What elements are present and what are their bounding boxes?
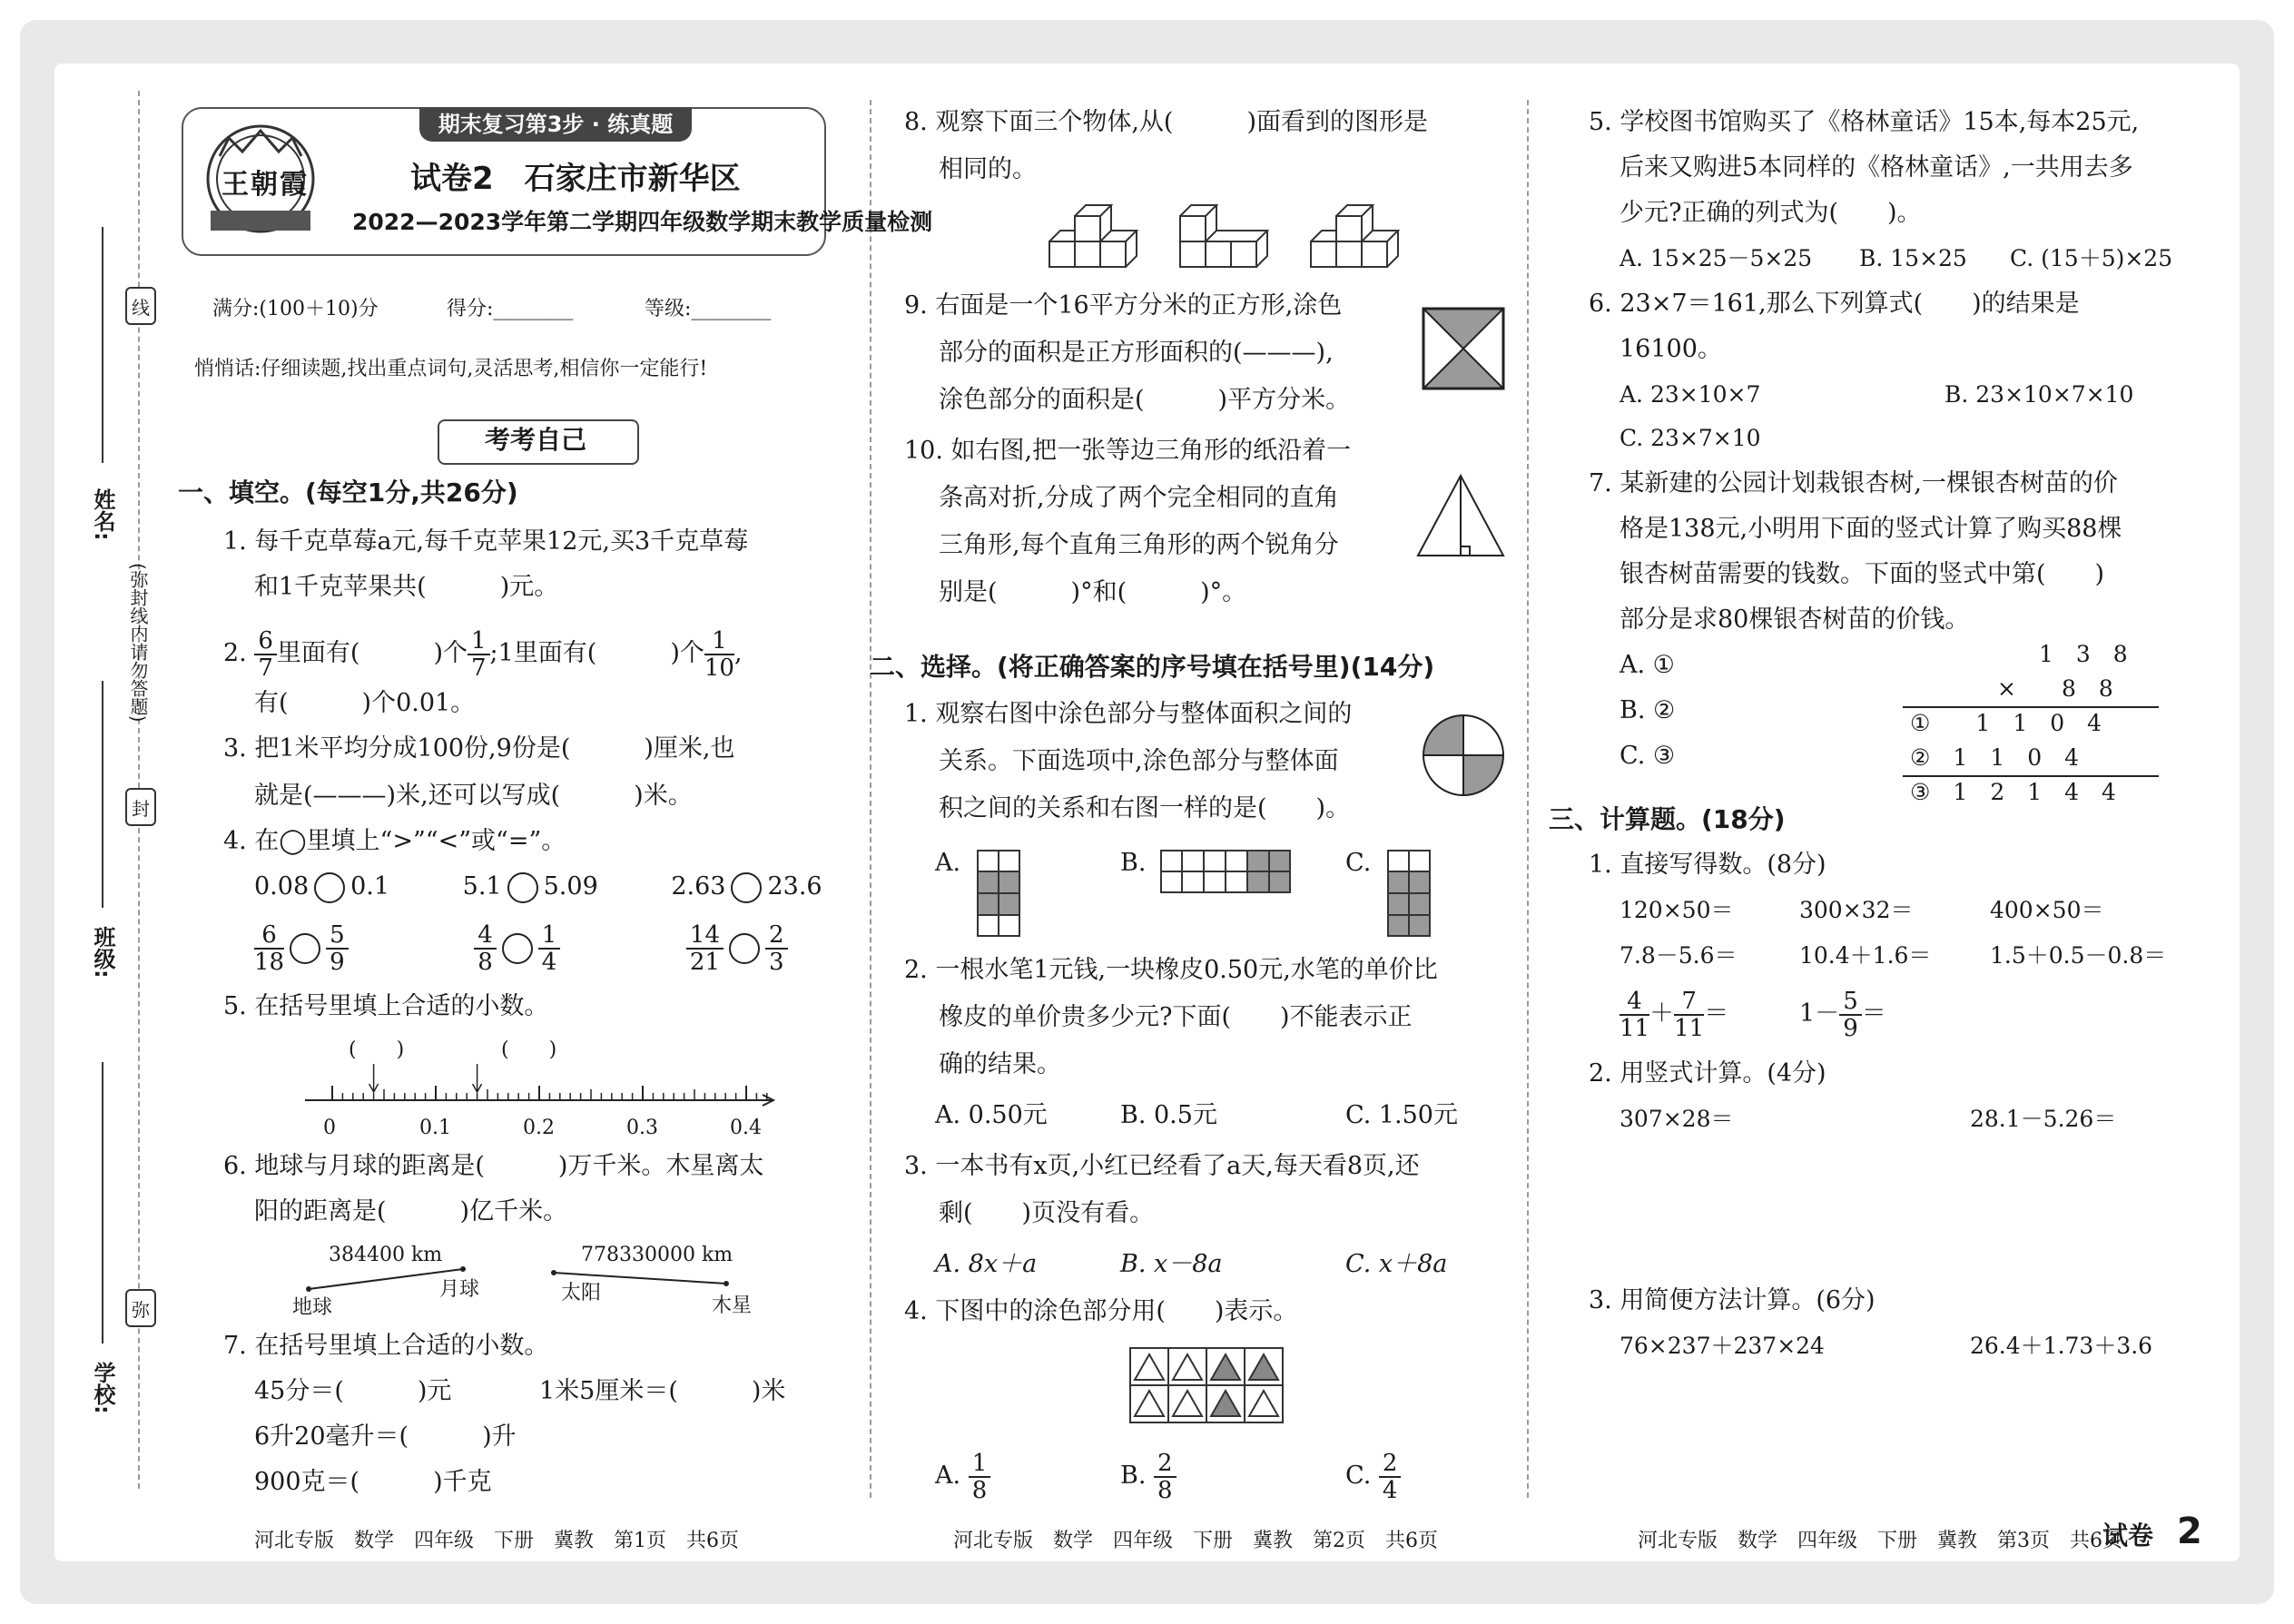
s2q3-line1: 3. 一本书有x页,小红已经看了a天,每天看8页,还	[904, 1152, 1420, 1180]
step-badge: 期末复习第3步 · 练真题	[419, 107, 692, 142]
tick-0.2: 0.2	[523, 1117, 555, 1139]
tip-text: 悄悄话:仔细读题,找出重点词句,灵活思考,相信你一定能行!	[194, 358, 708, 380]
q1-line1: 1. 每千克草莓a元,每千克苹果12元,买3千克草莓	[223, 527, 749, 556]
column-divider-2	[1527, 100, 1529, 1498]
s2q1-option-b[interactable]: B.	[1120, 849, 1147, 877]
logo-text: 王朝霞	[222, 169, 309, 201]
s2q1-option-c[interactable]: C.	[1345, 849, 1372, 877]
vertical-calc-row4: ② 1 1 0 4	[1910, 744, 2080, 771]
score-field[interactable]: 得分:________	[447, 298, 574, 320]
q4-stem: 4. 在◯里填上“>”“<”或“=”。	[223, 827, 566, 855]
s3q3-stem: 3. 用简便方法计算。(6分)	[1589, 1286, 1876, 1314]
c3q7-line4: 部分是求80棵银杏树苗的价钱。	[1620, 605, 1970, 634]
earth-label: 地球	[292, 1296, 333, 1319]
s2q4-option-c[interactable]: C. $\frac{2}{4}$	[1345, 1449, 1401, 1503]
full-score: 满分:(100＋10)分	[212, 298, 379, 320]
cube-figures	[1044, 198, 1589, 274]
earth-moon-distance: 384400 km	[329, 1244, 443, 1266]
s3q3-a: 76×237＋237×24	[1620, 1333, 1825, 1359]
triangle-grid	[1129, 1347, 1284, 1423]
sun-jupiter-distance: 778330000 km	[581, 1244, 733, 1266]
s3q3-b: 26.4＋1.73＋3.6	[1970, 1333, 2153, 1359]
school-label: 学校:	[90, 1362, 115, 1414]
q2-number: 2.	[223, 639, 247, 667]
s2q2-option-a[interactable]: A. 0.50元	[935, 1101, 1048, 1129]
q10-line4: 别是( )°和( )°。	[939, 578, 1247, 606]
c3q6-option-c[interactable]: C. 23×7×10	[1620, 425, 1761, 451]
c3q5-option-c[interactable]: C. (15＋5)×25	[2010, 245, 2173, 271]
logo	[202, 120, 320, 238]
vertical-calc-row5: ③ 1 2 1 4 4	[1910, 779, 2116, 805]
s3q1-stem: 1. 直接写得数。(8分)	[1589, 851, 1826, 879]
q7-a: 45分＝( )元	[254, 1377, 452, 1405]
c3q6-option-b[interactable]: B. 23×10×7×10	[1944, 381, 2134, 408]
sun-label: 太阳	[561, 1282, 602, 1304]
q6-line1: 6. 地球与月球的距离是( )万千米。木星离太	[223, 1152, 764, 1180]
q2-text-2: ;1里面有( )个	[489, 639, 704, 667]
s2q3-line2: 剩( )页没有看。	[939, 1199, 1155, 1227]
q7-c: 6升20毫升＝( )升	[254, 1422, 517, 1451]
q8-line1: 8. 观察下面三个物体,从( )面看到的图形是	[904, 108, 1428, 136]
s3q1-r1-c: 400×50＝	[1990, 897, 2104, 923]
q8-line2: 相同的。	[939, 155, 1037, 183]
tick-0.1: 0.1	[419, 1117, 451, 1139]
c3q5-option-a[interactable]: A. 15×25－5×25	[1620, 245, 1813, 271]
binding-tag-feng: 封	[125, 788, 156, 826]
tick-0.3: 0.3	[626, 1117, 658, 1139]
q2-frac-1-7: $\frac{1}{7}$	[468, 628, 490, 681]
s2q2-line2: 橡皮的单价贵多少元?下面( )不能表示正	[939, 1003, 1413, 1031]
s3q1-r1-b: 300×32＝	[1799, 897, 1914, 923]
s3q2-a: 307×28＝	[1620, 1106, 1734, 1132]
s2q2-line3: 确的结果。	[939, 1050, 1061, 1078]
jupiter-label: 木星	[712, 1294, 753, 1317]
q3-line2: 就是(———)米,还可以写成( )米。	[254, 782, 693, 810]
q1-line2: 和1千克苹果共( )元。	[254, 573, 559, 601]
exam-subtitle: 2022—2023学年第二学期四年级数学期末教学质量检测	[352, 209, 933, 235]
vertical-calc-row1: 1 3 8	[2039, 641, 2128, 667]
c3q7-option-b[interactable]: B. ②	[1620, 696, 1676, 724]
option-a-grid	[977, 850, 1020, 937]
q9-line2: 部分的面积是正方形面积的(———),	[939, 339, 1334, 367]
q6-line2: 阳的距离是( )亿千米。	[254, 1197, 568, 1225]
c3q6-line2: 16100。	[1620, 335, 1722, 363]
c3q5-line3: 少元?正确的列式为( )。	[1620, 199, 1922, 227]
compare-circle[interactable]	[731, 872, 762, 903]
q10-line1: 10. 如右图,把一张等边三角形的纸沿着一	[904, 437, 1352, 465]
circle-figure	[1422, 714, 1505, 797]
q4-row1: 0.08 0.1 5.1 5.09 2.63 23.6	[254, 871, 822, 903]
c3q5-line1: 5. 学校图书馆购买了《格林童话》15本,每本25元,	[1589, 108, 2140, 136]
name-field[interactable]	[102, 227, 103, 463]
s2q2-option-c[interactable]: C. 1.50元	[1345, 1101, 1458, 1129]
q3-line1: 3. 把1米平均分成100份,9份是( )厘米,也	[223, 734, 735, 763]
s3q1-r2-c: 1.5＋0.5－0.8＝	[1990, 942, 2167, 969]
binding-tag-xian: 线	[125, 287, 156, 325]
binding-note: (弥封线内请勿答题)	[127, 563, 149, 723]
q4-row2: $\frac{6}{18}$ $\frac{5}{9}$ $\frac{4}{8}$ $\frac{1}{4}$ $\frac{14}{21}$ $\frac{2}{3}$	[254, 919, 788, 977]
moon-label: 月球	[439, 1278, 480, 1301]
number-line	[300, 1064, 790, 1109]
c3q7-line1: 7. 某新建的公园计划栽银杏树,一棵银杏树苗的价	[1589, 469, 2118, 497]
s3q2-b: 28.1－5.26＝	[1970, 1106, 2117, 1132]
footer-page-2: 河北专版 数学 四年级 下册 冀教 第2页 共6页	[953, 1530, 1438, 1552]
s2q4-option-b[interactable]: B. $\frac{2}{8}$	[1120, 1449, 1177, 1503]
s3q1-r1-a: 120×50＝	[1620, 897, 1734, 923]
q9-line1: 9. 右面是一个16平方分米的正方形,涂色	[904, 291, 1343, 320]
s2q1-line3: 积之间的关系和右图一样的是( )。	[939, 794, 1351, 822]
q7-d: 900克＝( )千克	[254, 1468, 492, 1496]
compare-circle[interactable]	[314, 872, 345, 903]
section1-heading: 一、填空。(每空1分,共26分)	[178, 477, 518, 507]
q10-line2: 条高对折,分成了两个完全相同的直角	[939, 484, 1339, 512]
q5-blank-2[interactable]: ( )	[501, 1038, 557, 1061]
exam-title: 试卷2 石家庄市新华区	[410, 161, 741, 197]
compare-circle[interactable]	[502, 933, 533, 964]
q2-line1: 2. $\frac{6}{7}$ 里面有( )个 $\frac{1}{7}$ ;1里面有( )个 $\frac{1}{10}$ ,	[223, 626, 743, 682]
q2-frac-6-7: $\frac{6}{7}$	[254, 628, 277, 681]
s2q2-line1: 2. 一根水笔1元钱,一块橡皮0.50元,水笔的单价比	[904, 956, 1438, 984]
s3q1-r3-b: 1－ $\frac{5}{9}$ ＝	[1799, 987, 1886, 1042]
c3q5-option-b[interactable]: B. 15×25	[1859, 245, 1967, 271]
class-label: 班级:	[90, 926, 115, 979]
q5-stem: 5. 在括号里填上合适的小数。	[223, 992, 549, 1020]
tick-0.4: 0.4	[730, 1117, 762, 1139]
binding-tag-mi: 弥	[125, 1289, 156, 1327]
triangle-figure	[1414, 472, 1507, 559]
c3q7-option-c[interactable]: C. ③	[1620, 742, 1676, 770]
s2q3-option-c[interactable]: C. x＋8a	[1345, 1250, 1448, 1278]
compare-circle[interactable]	[507, 872, 538, 903]
class-field[interactable]	[102, 681, 103, 908]
compare-circle[interactable]	[290, 933, 320, 964]
paper-label: 试卷	[2102, 1521, 2154, 1550]
c3q5-line2: 后来又购进5本同样的《格林童话》,一共用去多	[1620, 153, 2133, 182]
s2q1-line1: 1. 观察右图中涂色部分与整体面积之间的	[904, 700, 1353, 728]
school-field[interactable]	[102, 1062, 103, 1343]
vertical-calc-row2: × 8 8	[1997, 675, 2113, 702]
s3q1-r2-a: 7.8－5.6＝	[1620, 942, 1738, 969]
grade-field[interactable]: 等级:________	[645, 298, 772, 320]
s3q2-stem: 2. 用竖式计算。(4分)	[1589, 1059, 1826, 1088]
column-divider-1	[870, 100, 871, 1498]
compare-circle[interactable]	[729, 933, 760, 964]
q2-line2: 有( )个0.01。	[254, 689, 476, 717]
c3q7-line2: 格是138元,小明用下面的竖式计算了购买88棵	[1620, 515, 2122, 543]
s3q1-r2-b: 10.4＋1.6＝	[1799, 942, 1932, 969]
section3-heading: 三、计算题。(18分)	[1549, 804, 1786, 834]
section-banner-text: 考考自己	[485, 425, 587, 455]
q7-b: 1米5厘米＝( )米	[539, 1377, 786, 1405]
footer-page-1: 河北专版 数学 四年级 下册 冀教 第1页 共6页	[254, 1530, 739, 1552]
q2-text-1: 里面有( )个	[276, 639, 468, 667]
c3q6-option-a[interactable]: A. 23×10×7	[1620, 381, 1761, 408]
square-figure	[1422, 307, 1505, 390]
option-c-grid	[1387, 850, 1431, 937]
tick-0: 0	[323, 1117, 336, 1139]
c3q7-option-a[interactable]: A. ①	[1620, 651, 1675, 679]
s2q3-option-b[interactable]: B. x－8a	[1120, 1250, 1223, 1278]
s2q1-option-a[interactable]: A.	[935, 849, 961, 877]
vertical-calc-row3: ① 1 1 0 4	[1910, 710, 2102, 736]
s2q4-option-a[interactable]: A. $\frac{1}{8}$	[935, 1449, 990, 1503]
s2q1-line2: 关系。下面选项中,涂色部分与整体面	[939, 747, 1339, 775]
option-b-grid	[1160, 850, 1291, 893]
section2-heading: 二、选择。(将正确答案的序号填在括号里)(14分)	[870, 652, 1435, 682]
q10-line3: 三角形,每个直角三角形的两个锐角分	[939, 531, 1339, 559]
footer-page-3: 河北专版 数学 四年级 下册 冀教 第3页 共6页	[1638, 1530, 2122, 1552]
s3q1-r3-a: $\frac{4}{11}$ ＋ $\frac{7}{11}$ ＝	[1620, 987, 1729, 1042]
q5-blank-1[interactable]: ( )	[349, 1038, 405, 1061]
q2-frac-1-10: $\frac{1}{10}$	[704, 626, 734, 682]
s2q3-option-a[interactable]: A. 8x＋a	[935, 1250, 1038, 1278]
paper-number: 2	[2177, 1511, 2202, 1552]
c3q7-line3: 银杏树苗需要的钱数。下面的竖式中第( )	[1620, 560, 2105, 588]
s2q2-option-b[interactable]: B. 0.5元	[1120, 1101, 1217, 1129]
name-label: 姓名:	[90, 488, 115, 541]
c3q6-line1: 6. 23×7＝161,那么下列算式( )的结果是	[1589, 290, 2080, 318]
s2q4-stem: 4. 下图中的涂色部分用( )表示。	[904, 1297, 1298, 1325]
q9-line3: 涂色部分的面积是( )平方分米。	[939, 386, 1351, 414]
q7-stem: 7. 在括号里填上合适的小数。	[223, 1332, 549, 1360]
